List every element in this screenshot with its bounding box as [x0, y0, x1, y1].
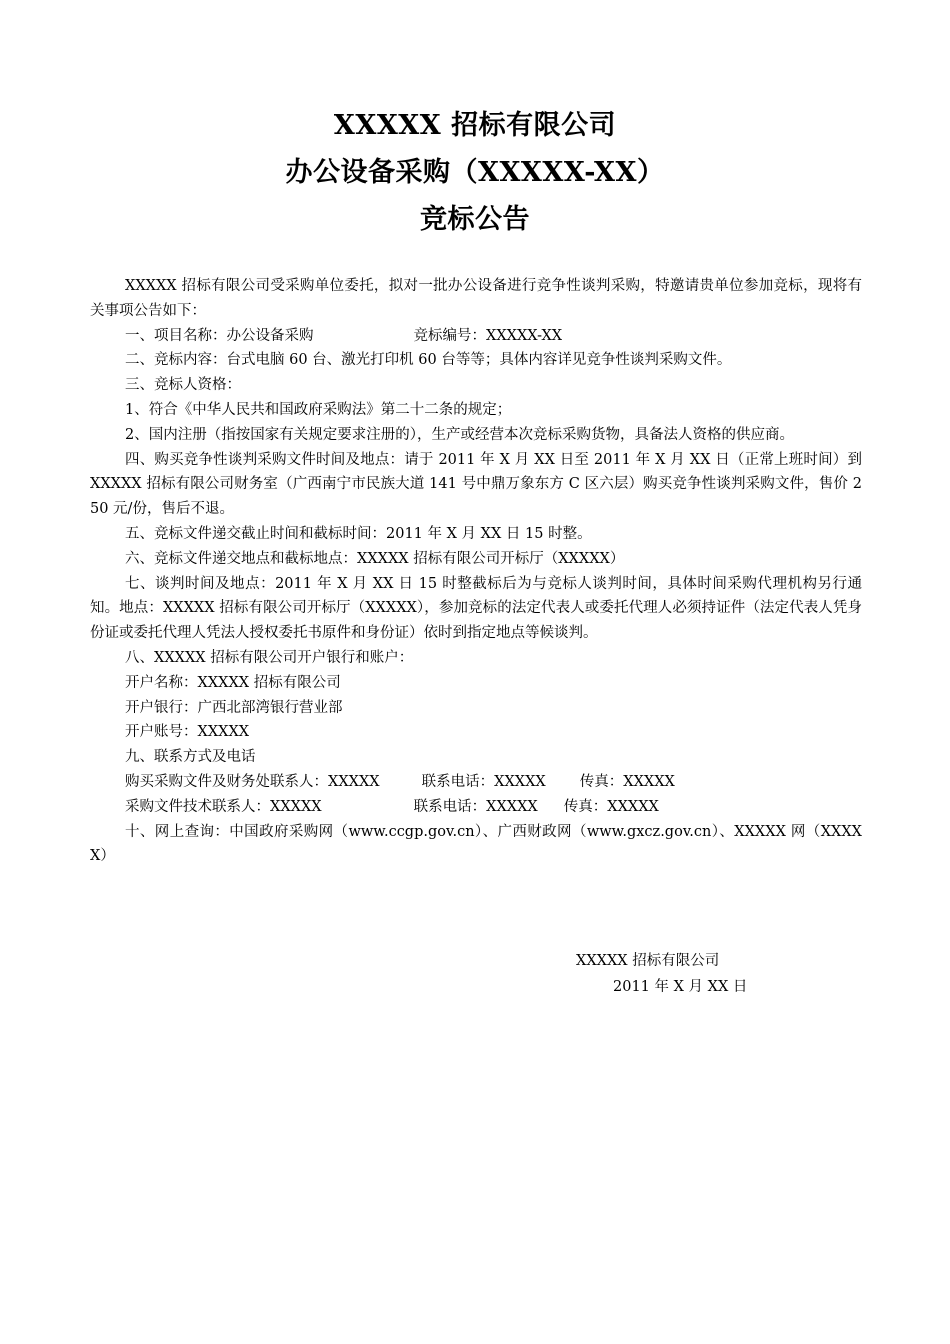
contact-finance: [90, 770, 862, 795]
technical-contact-phone: 联系电话：XXXXX: [413, 798, 538, 815]
title-block: [0, 102, 950, 243]
project-name-text: 一、项目名称：办公设备采购: [125, 327, 314, 344]
finance-contact-fax: 传真：XXXXX: [579, 773, 675, 790]
technical-contact-fax: 传真：XXXXX: [563, 798, 659, 815]
account-number: 开户账号：XXXXX: [125, 724, 250, 741]
qualification-2: 2、国内注册（指按国家有关规定要求注册的），生产或经营本次竞标采购货物，具备法人资格的供应商。: [125, 426, 794, 443]
signature-company: XXXXX 招标有限公司: [576, 953, 720, 969]
notice-title: 竞标公告: [420, 204, 530, 235]
signature-block: [576, 948, 747, 1000]
item-bid-content: 二、竞标内容：台式电脑 60 台、激光打印机 60 台等等；具体内容详见竞争性谈判采购文件。: [125, 352, 732, 369]
signature-date: 2011 年 X 月 XX 日: [613, 979, 748, 995]
intro-paragraph: XXXXX 招标有限公司受采购单位委托，拟对一批办公设备进行竞争性谈判采购，特邀请贵单位参加竞标，现将有关事项公告如下：: [90, 278, 862, 319]
item-negotiation: 七、谈判时间及地点：2011 年 X 月 XX 日 15 时整截标后为与竞标人谈判时间，具体时间采购代理机构另行通知。地点：XXXXX 招标有限公司开标厅（XXXXX），参加竞标的法定代表人或委托代理人必须持证件（法定代表人凭身份证或委托代理人凭法人授权委托书原件和身份证）依时到指定地点等候谈判。: [90, 575, 862, 642]
company-title: XXXXX 招标有限公司: [333, 110, 617, 141]
item-online-query: 十、网上查询：中国政府采购网（www.ccgp.gov.cn）、广西财政网（www.gxcz.gov.cn）、XXXXX 网（XXXXX）: [90, 823, 862, 865]
account-name: 开户名称：XXXXX 招标有限公司: [125, 674, 341, 691]
technical-contact-name: 采购文件技术联系人：XXXXX: [125, 798, 322, 815]
item-deadline: 五、竞标文件递交截止时间和截标时间：2011 年 X 月 XX 日 15 时整。: [125, 525, 592, 542]
item-project-name: [90, 324, 862, 349]
contact-technical: [90, 795, 862, 820]
item-bidder-qualification: 三、竞标人资格：: [125, 377, 241, 394]
finance-contact-name: 购买采购文件及财务处联系人：XXXXX: [125, 773, 380, 790]
account-bank: 开户银行：广西北部湾银行营业部: [125, 699, 343, 716]
item-submission-location: 六、竞标文件递交地点和截标地点：XXXXX 招标有限公司开标厅（XXXXX）: [125, 550, 625, 567]
notice-body: [90, 274, 862, 869]
finance-contact-phone: 联系电话：XXXXX: [421, 773, 546, 790]
qualification-1: 1、符合《中华人民共和国政府采购法》第二十二条的规定；: [125, 401, 512, 418]
item-bank-account: 八、XXXXX 招标有限公司开户银行和账户：: [125, 649, 414, 666]
item-contact: 九、联系方式及电话: [125, 749, 256, 766]
item-purchase-docs: 四、购买竞争性谈判采购文件时间及地点：请于 2011 年 X 月 XX 日至 2011 年 X 月 XX 日（正常上班时间）到 XXXXX 招标有限公司财务室（广西南宁市民族大道 141 号中鼎万象东方 C 区六层）购买竞争性谈判采购文件，售价 250 元/份，售后不退。: [90, 451, 862, 518]
project-title: 办公设备采购（XXXXX-XX）: [285, 157, 665, 188]
bid-code-text: 竞标编号：XXXXX-XX: [413, 327, 563, 344]
